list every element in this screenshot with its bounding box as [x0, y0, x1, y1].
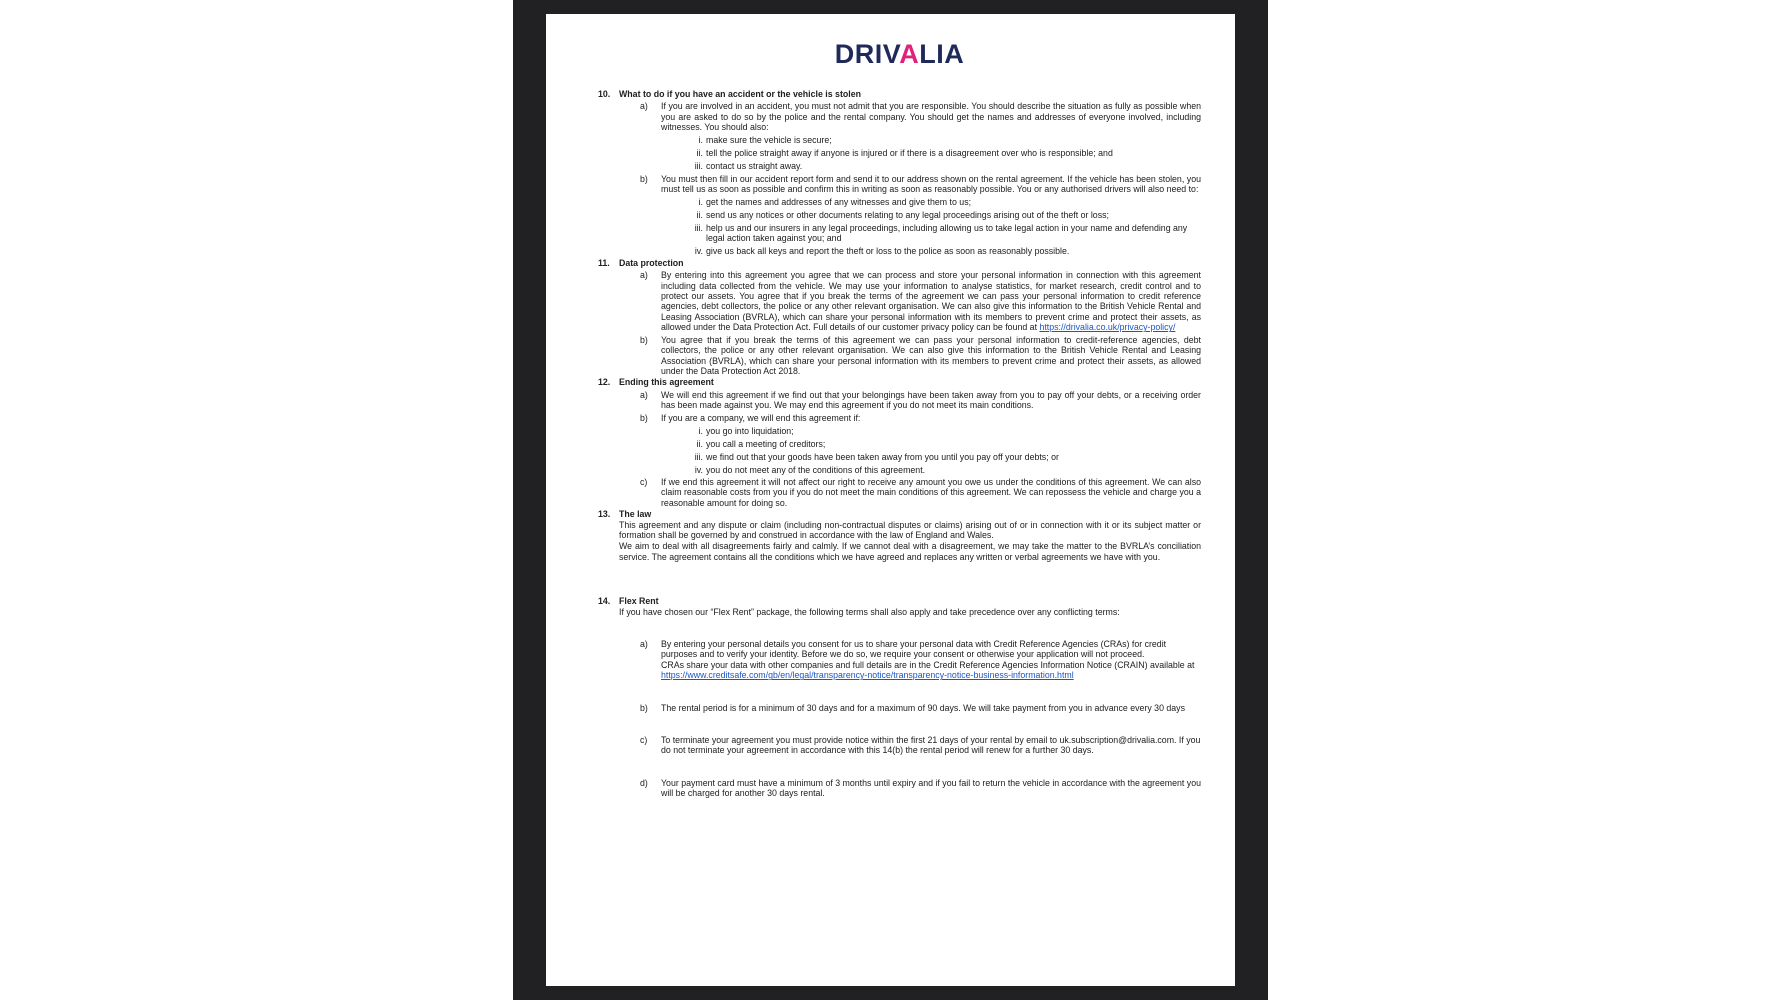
document-page	[546, 14, 1235, 986]
list-item: ii. send us any notices or other documents relating to any legal proceedings arising out of the theft or loss;	[696, 210, 1109, 221]
list-item: iii. we find out that your goods have been taken away from you until you pay off your debts; or	[694, 451, 1059, 462]
crain-notice-link[interactable]: https://www.creditsafe.com/gb/en/legal/transparency-notice/transparency-notice-business-information.html	[661, 670, 1074, 681]
clause-11a: a) By entering into this agreement you agree that we can process and store your personal information in connection with this agreement including data collected from the vehicle. We may use your information to analyse statistics, for market research, credit control and to protect our assets. You agree that if you break the terms of the agreement we can pass your personal information to credit reference agencies, debt collectors, the police or any other relevant organisation. We can also give this information to the British Vehicle Rental and Leasing Association (BVRLA), which can share your personal information with its members to prevent crime and protect their assets, as allowed under the Data Protection Act. Full details of our customer privacy policy can be found at https://drivalia.co.uk/privacy-policy/	[640, 270, 1201, 333]
list-item: iv. give us back all keys and report the theft or loss to the police as soon as reasonably possible.	[694, 246, 1070, 257]
clause-14a: a) By entering your personal details you consent for us to share your personal data with Credit Reference Agencies (CRAs) for credit purposes and to verify your identity. Before we do so, we require your consent or otherwise your application will not proceed. CRAs share your data with other companies and full details are in the Credit Reference Agencies Information Notice (CRAIN) available at https://www.creditsafe.com/gb/en/legal/transparency-notice/transparency-notice-business-information.html	[640, 639, 1195, 681]
clause-14b: b) The rental period is for a minimum of 30 days and for a maximum of 90 days. We will take payment from you in advance every 30 days	[640, 702, 1185, 713]
list-item: i. get the names and addresses of any witnesses and give them to us;	[698, 197, 972, 208]
list-item: iii. help us and our insurers in any legal proceedings, including allowing us to take legal action in your name and defending any legal action taken against you; and	[694, 223, 1188, 244]
section-11-heading: 11. Data protection	[598, 257, 684, 268]
section-14-heading: 14. Flex Rent	[598, 596, 659, 607]
clause-12a: a) We will end this agreement if we find out that your belongings have been taken away from you to pay off your debts, or a receiving order has been made against you. We may end this agreement if you do not meet its main conditions.	[640, 389, 1201, 411]
clause-11b: b) You agree that if you break the terms of this agreement we can pass your personal information to credit-reference agencies, debt collectors, the police or any other relevant organisation. We can also give this information to the British Vehicle Rental and Leasing Association (BVRLA), which can share your personal information with its members to prevent crime and protect their assets, as allowed under the Data Protection Act 2018.	[640, 334, 1201, 376]
law-paragraph-2: We aim to deal with all disagreements fairly and calmly. If we cannot deal with a disagreement, we may take the matter to the BVRLA’s conciliation service. The agreement contains all the conditions which we have agreed and replaces any written or verbal agreements we have with you.	[619, 541, 1201, 562]
section-12-heading: 12. Ending this agreement	[598, 377, 714, 388]
list-item: ii. tell the police straight away if anyone is injured or if there is a disagreement over who is responsible; and	[696, 148, 1113, 159]
clause-12c: c) If we end this agreement it will not affect our right to receive any amount you owe us under the conditions of this agreement. We can also claim reasonable costs from you if you do not meet the main conditions of this agreement. We can repossess the vehicle and charge you a reasonable amount for doing so.	[640, 476, 1201, 508]
list-item: iii. contact us straight away.	[694, 161, 803, 172]
clause-14d: d) Your payment card must have a minimum of 3 months until expiry and if you fail to return the vehicle in accordance with the agreement you will be charged for another 30 days rental.	[640, 777, 1201, 799]
list-item: i. make sure the vehicle is secure;	[698, 135, 832, 146]
document-viewer[interactable]	[513, 0, 1268, 1000]
flex-rent-intro: If you have chosen our “Flex Rent” package, the following terms shall also apply and take precedence over any conflicting terms:	[619, 606, 1120, 617]
clause-12b: b) If you are a company, we will end this agreement if:	[640, 412, 861, 423]
clause-10b: b) You must then fill in our accident report form and send it to our address shown on the rental agreement. If the vehicle has been stolen, you must tell us as soon as possible and confirm this in writing as soon as reasonably possible. You or any authorised drivers will also need to:	[640, 173, 1201, 195]
drivalia-logo: DRIVALIA	[834, 39, 965, 69]
list-item: iv. you do not meet any of the conditions of this agreement.	[694, 464, 926, 475]
list-item: ii. you call a meeting of creditors;	[696, 438, 826, 449]
privacy-policy-link[interactable]: https://drivalia.co.uk/privacy-policy/	[1039, 322, 1176, 333]
clause-10a: a) If you are involved in an accident, you must not admit that you are responsible. You should describe the situation as fully as possible when you are asked to do so by the police and the rental company. You should get the names and addresses of everyone involved, including witnesses. You should also:	[640, 101, 1201, 133]
clause-14c: c) To terminate your agreement you must provide notice within the first 21 days of your rental by email to uk.subscription@drivalia.com. If you do not terminate your agreement in accordance with this 14(b) the rental period will renew for a further 30 days.	[640, 735, 1201, 756]
section-13-heading: 13. The law	[598, 509, 652, 520]
list-item: i. you go into liquidation;	[698, 425, 794, 436]
law-paragraph-1: This agreement and any dispute or claim (including non-contractual disputes or claims) arising out of or in connection with it or its subject matter or formation shall be governed by and construed in accordance with the law of England and Wales.	[619, 519, 1201, 540]
section-10-heading: 10. What to do if you have an accident or the vehicle is stolen	[598, 89, 861, 99]
